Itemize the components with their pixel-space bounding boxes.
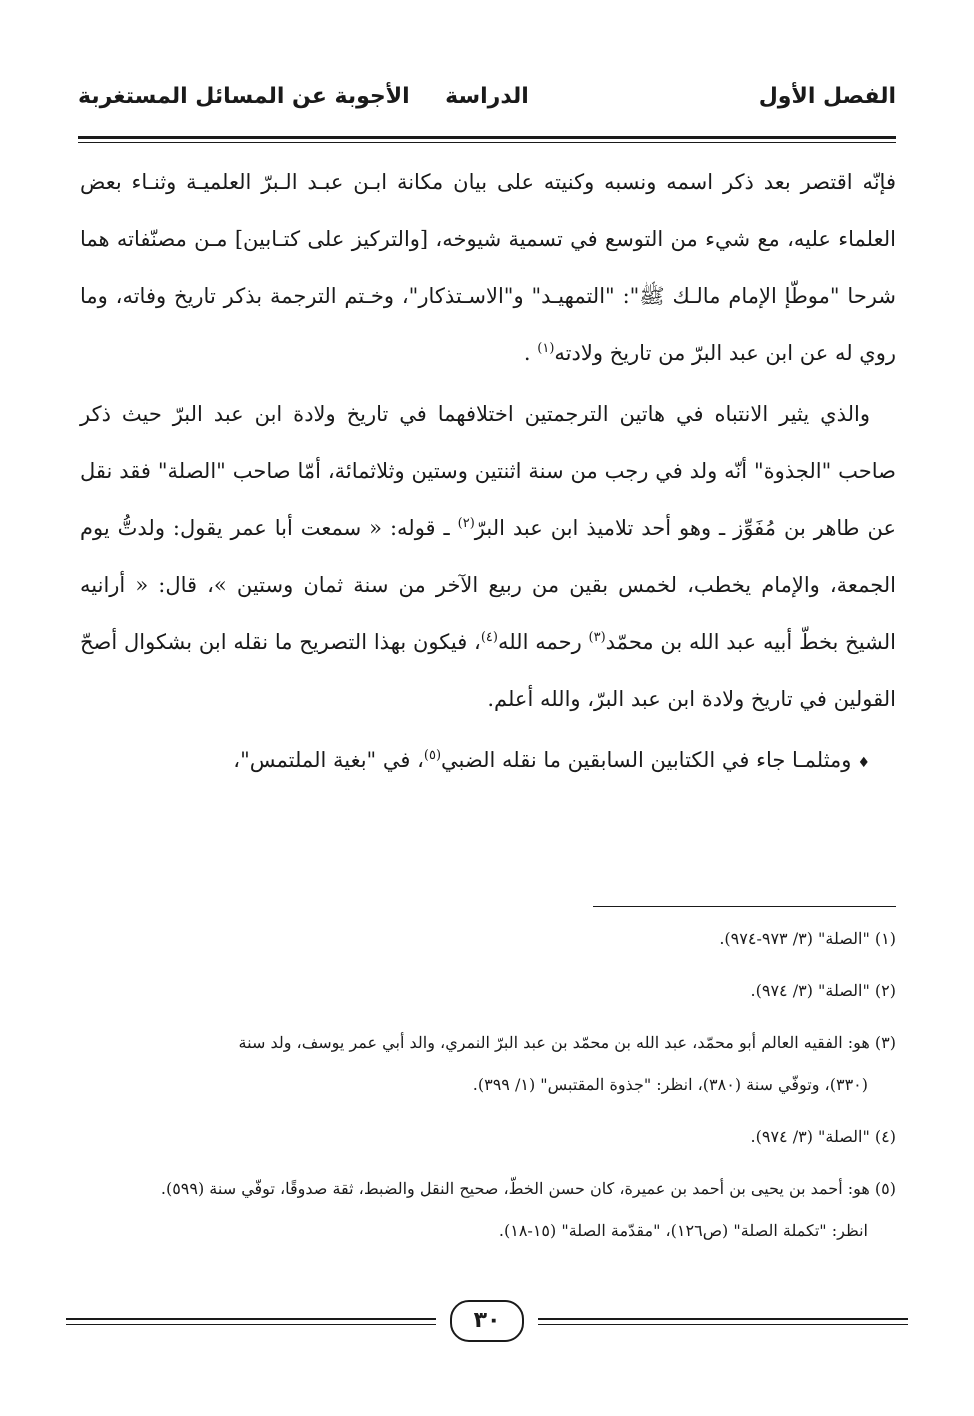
header-rule <box>78 136 896 139</box>
footnote-5-line-2: انظر: "تكملة الصلة" (ص١٢٦)، "مقدّمة الصلة" (١٥-١٨). <box>498 1221 868 1240</box>
footnote-1: (١) "الصلة" (٣/ ٩٧٣-٩٧٤). <box>719 929 896 948</box>
paragraph-1-tail: . <box>523 341 531 365</box>
paragraph-2-part-c: رحمه الله <box>497 630 589 654</box>
footer-rule-right <box>538 1318 908 1320</box>
header-rule-thin <box>78 142 896 143</box>
running-header <box>78 84 896 124</box>
body-text <box>80 154 896 796</box>
paragraph-2-part-b: ـ قوله: « سمعت أبا عمر يقول: ولدتُّ يوم الجمعة، والإمام يخطب، لخمس بقين من ربيع الآخر من سنة ثمان وستين »، قال: « أرانيه الشيخ بخطّ أبيه عبد الله بن محمّد <box>80 516 896 654</box>
page-footer <box>66 1300 908 1340</box>
page-number: ٣٠ <box>450 1300 524 1342</box>
footer-rule-left <box>66 1318 436 1320</box>
paragraph-3-part-b: ، في "بغية الملتمس"، <box>233 748 424 772</box>
footnote-separator <box>593 906 896 907</box>
paragraph-1-text: فإنّه اقتصر بعد ذكر اسمه ونسبه وكنيته على بيان مكانة ابـن عبـد الـبرّ العلميـة وثنـاء بعض العلماء عليه، مع شيء من التوسع في تسمية شيوخه، [والتركيز على كتـابين] مـن مصنّفاته هما شرحا "موطّإ الإمام مالـك ﷺ": "التمهيـد" و"الاسـتذكار"، وخـتم الترجمة بذكر تاريخ وفاته، وما روي له عن ابن عبد البرّ من تاريخ ولادته <box>80 170 896 365</box>
section-title: الدراسة <box>445 84 529 109</box>
paragraph-3-part-a: ومثلمـا جاء في الكتابين السابقين ما نقله الضبي <box>441 748 852 772</box>
footnote-ref-2: (٢) <box>457 516 475 531</box>
book-title: الأجوبة عن المسائل المستغربة <box>78 84 410 109</box>
footnote-3-line-1: (٣) هو: الفقيه العالم أبو محمّد، عبد الله بن محمّد بن عبد البرّ النمري، والد أبي عمر يوسف، ولد سنة <box>238 1033 896 1052</box>
paragraph-2-part-d: ، فيكون بهذا التصريح ما نقله ابن بشكوال أصحّ القولين في تاريخ ولادة ابن عبد البرّ، والله أعلم. <box>80 630 896 711</box>
paragraph-2-part-a: والذي يثير الانتباه في هاتين الترجمتين اختلافهما في تاريخ ولادة ابن عبد البرّ حيث ذكر صاحب "الجذوة" أنّه ولد في رجب من سنة اثنتين وستين وثلاثمائة، أمّا صاحب "الصلة" فقد نقل عن طاهر بن مُفَوِّز ـ وهو أحد تلاميذ ابن عبد البرّ <box>80 402 896 540</box>
footer-rule-left-thin <box>66 1324 436 1325</box>
footnote-ref-3: (٣) <box>588 630 606 645</box>
paragraph-2 <box>80 386 896 728</box>
footnote-5 <box>78 1168 896 1252</box>
footnote-3 <box>78 1022 896 1106</box>
bullet-diamond-icon: ♦ <box>857 755 870 771</box>
footnote-ref-1: (١) <box>537 341 555 356</box>
chapter-title: الفصل الأول <box>758 84 896 109</box>
paragraph-3 <box>80 732 896 792</box>
footnote-5-line-1: (٥) هو: أحمد بن يحيى بن أحمد بن عميرة، كان حسن الخطّ، صحيح النقل والضبط، ثقة صدوقًا، توفّي سنة (٥٩٩). <box>160 1179 896 1198</box>
footer-rule-right-thin <box>538 1324 908 1325</box>
footnotes <box>78 918 896 1262</box>
footnote-2: (٢) "الصلة" (٣/ ٩٧٤). <box>750 981 896 1000</box>
paragraph-1 <box>80 154 896 382</box>
footnote-4: (٤) "الصلة" (٣/ ٩٧٤). <box>750 1127 896 1146</box>
footnote-ref-5: (٥) <box>423 748 442 763</box>
footnote-ref-4: (٤) <box>480 630 498 645</box>
footnote-3-line-2: (٣٣٠)، وتوفّي سنة (٣٨٠)، انظر: "جذوة المقتبس" (١/ ٣٩٩). <box>472 1075 868 1094</box>
